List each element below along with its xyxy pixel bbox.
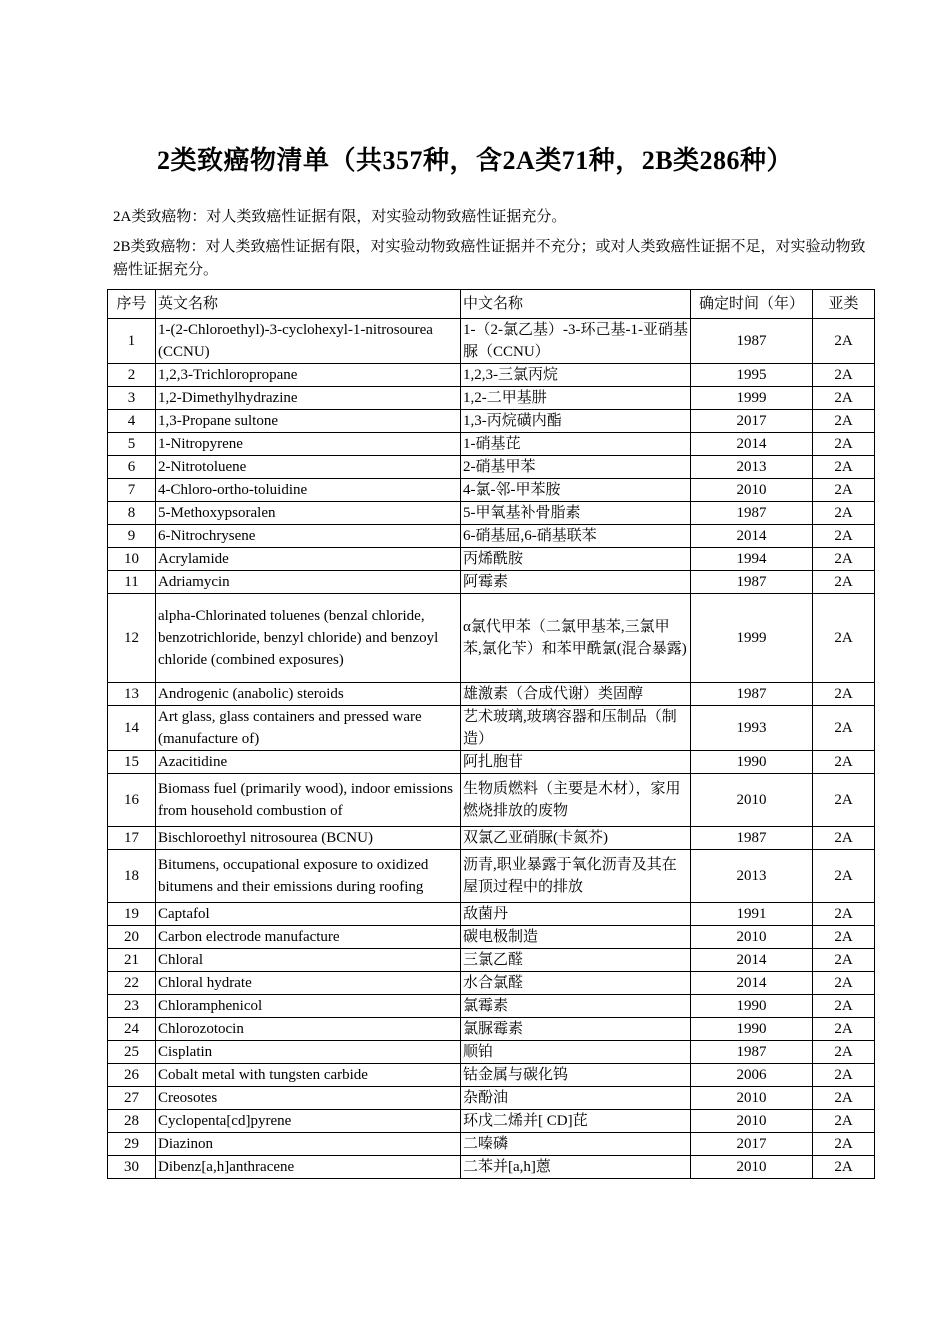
row-subclass: 2A	[813, 479, 875, 502]
row-english-name: 5-Methoxypsoralen	[156, 502, 461, 525]
row-english-name: 4-Chloro-ortho-toluidine	[156, 479, 461, 502]
row-number: 3	[108, 387, 156, 410]
row-english-name: Adriamycin	[156, 571, 461, 594]
row-subclass: 2A	[813, 433, 875, 456]
row-year: 1991	[691, 903, 813, 926]
row-subclass: 2A	[813, 1064, 875, 1087]
row-year: 2014	[691, 949, 813, 972]
row-number: 7	[108, 479, 156, 502]
row-year: 2010	[691, 926, 813, 949]
row-subclass: 2A	[813, 683, 875, 706]
table-row	[108, 571, 875, 594]
row-chinese-name: 环戊二烯并[ CD]芘	[461, 1110, 691, 1133]
row-chinese-name: 沥青,职业暴露于氧化沥青及其在屋顶过程中的排放	[461, 850, 691, 903]
table-row	[108, 364, 875, 387]
row-year: 1987	[691, 319, 813, 364]
row-chinese-name: α氯代甲苯（二氯甲基苯,三氯甲苯,氯化苄）和苯甲酰氯(混合暴露)	[461, 594, 691, 683]
row-english-name: 1,3-Propane sultone	[156, 410, 461, 433]
row-number: 27	[108, 1087, 156, 1110]
row-number: 20	[108, 926, 156, 949]
row-subclass: 2A	[813, 502, 875, 525]
table-row	[108, 479, 875, 502]
row-subclass: 2A	[813, 1133, 875, 1156]
row-subclass: 2A	[813, 410, 875, 433]
row-subclass: 2A	[813, 774, 875, 827]
row-year: 2013	[691, 850, 813, 903]
table-row	[108, 683, 875, 706]
row-subclass: 2A	[813, 1087, 875, 1110]
table-row	[108, 850, 875, 903]
row-year: 1987	[691, 827, 813, 850]
row-english-name: Creosotes	[156, 1087, 461, 1110]
table-row	[108, 502, 875, 525]
row-chinese-name: 阿扎胞苷	[461, 751, 691, 774]
row-chinese-name: 三氯乙醛	[461, 949, 691, 972]
row-subclass: 2A	[813, 456, 875, 479]
row-number: 21	[108, 949, 156, 972]
row-year: 2010	[691, 774, 813, 827]
row-number: 28	[108, 1110, 156, 1133]
table-row	[108, 827, 875, 850]
row-english-name: 1-Nitropyrene	[156, 433, 461, 456]
row-number: 17	[108, 827, 156, 850]
row-chinese-name: 1-（2-氯乙基）-3-环己基-1-亚硝基脲（CCNU）	[461, 319, 691, 364]
row-number: 23	[108, 995, 156, 1018]
row-english-name: Carbon electrode manufacture	[156, 926, 461, 949]
row-english-name: 1,2-Dimethylhydrazine	[156, 387, 461, 410]
row-number: 2	[108, 364, 156, 387]
row-number: 15	[108, 751, 156, 774]
row-year: 2014	[691, 972, 813, 995]
row-year: 2014	[691, 525, 813, 548]
row-year: 2010	[691, 1087, 813, 1110]
table-row	[108, 1156, 875, 1179]
table-row	[108, 387, 875, 410]
row-number: 11	[108, 571, 156, 594]
row-number: 19	[108, 903, 156, 926]
row-chinese-name: 生物质燃料（主要是木材），家用燃烧排放的废物	[461, 774, 691, 827]
row-chinese-name: 1,3-丙烷磺内酯	[461, 410, 691, 433]
row-english-name: 6-Nitrochrysene	[156, 525, 461, 548]
table-row	[108, 995, 875, 1018]
row-subclass: 2A	[813, 594, 875, 683]
row-chinese-name: 雄激素（合成代谢）类固醇	[461, 683, 691, 706]
row-number: 8	[108, 502, 156, 525]
row-english-name: Bischloroethyl nitrosourea (BCNU)	[156, 827, 461, 850]
row-subclass: 2A	[813, 387, 875, 410]
table-row	[108, 456, 875, 479]
row-subclass: 2A	[813, 548, 875, 571]
row-subclass: 2A	[813, 972, 875, 995]
row-number: 9	[108, 525, 156, 548]
row-chinese-name: 阿霉素	[461, 571, 691, 594]
row-chinese-name: 双氯乙亚硝脲(卡氮芥)	[461, 827, 691, 850]
row-chinese-name: 4-氯-邻-甲苯胺	[461, 479, 691, 502]
table-row	[108, 548, 875, 571]
row-chinese-name: 氯霉素	[461, 995, 691, 1018]
row-year: 2013	[691, 456, 813, 479]
row-number: 25	[108, 1041, 156, 1064]
row-number: 10	[108, 548, 156, 571]
table-row	[108, 1064, 875, 1087]
row-english-name: Azacitidine	[156, 751, 461, 774]
row-number: 1	[108, 319, 156, 364]
row-chinese-name: 二苯并[a,h]蒽	[461, 1156, 691, 1179]
row-english-name: 1,2,3-Trichloropropane	[156, 364, 461, 387]
row-number: 30	[108, 1156, 156, 1179]
table-row	[108, 525, 875, 548]
table-row	[108, 949, 875, 972]
row-chinese-name: 1-硝基芘	[461, 433, 691, 456]
row-year: 1990	[691, 1018, 813, 1041]
row-english-name: alpha-Chlorinated toluenes (benzal chloride, benzotrichloride, benzyl chloride) and benzoyl chloride (combined exposures)	[156, 594, 461, 683]
row-subclass: 2A	[813, 1041, 875, 1064]
row-subclass: 2A	[813, 1018, 875, 1041]
row-year: 1987	[691, 683, 813, 706]
table-row	[108, 926, 875, 949]
row-subclass: 2A	[813, 827, 875, 850]
row-english-name: Bitumens, occupational exposure to oxidized bitumens and their emissions during roofing	[156, 850, 461, 903]
row-chinese-name: 顺铂	[461, 1041, 691, 1064]
table-row	[108, 1041, 875, 1064]
row-year: 2010	[691, 1110, 813, 1133]
table-row	[108, 1018, 875, 1041]
row-english-name: Cobalt metal with tungsten carbide	[156, 1064, 461, 1087]
header-number: 序号	[108, 290, 156, 319]
table-row	[108, 319, 875, 364]
row-chinese-name: 水合氯醛	[461, 972, 691, 995]
row-year: 1994	[691, 548, 813, 571]
row-number: 6	[108, 456, 156, 479]
row-number: 18	[108, 850, 156, 903]
table-row	[108, 972, 875, 995]
row-subclass: 2A	[813, 995, 875, 1018]
table-row	[108, 706, 875, 751]
row-chinese-name: 艺术玻璃,玻璃容器和压制品（制造）	[461, 706, 691, 751]
row-chinese-name: 氯脲霉素	[461, 1018, 691, 1041]
row-chinese-name: 1,2,3-三氯丙烷	[461, 364, 691, 387]
table-row	[108, 751, 875, 774]
table-row	[108, 410, 875, 433]
row-english-name: Chloramphenicol	[156, 995, 461, 1018]
row-subclass: 2A	[813, 364, 875, 387]
carcinogen-table	[107, 289, 875, 1179]
row-year: 1987	[691, 1041, 813, 1064]
table-header-row	[108, 290, 875, 319]
header-subclass: 亚类	[813, 290, 875, 319]
row-subclass: 2A	[813, 571, 875, 594]
row-english-name: Acrylamide	[156, 548, 461, 571]
row-chinese-name: 钴金属与碳化钨	[461, 1064, 691, 1087]
row-english-name: Chlorozotocin	[156, 1018, 461, 1041]
row-year: 2014	[691, 433, 813, 456]
row-year: 1993	[691, 706, 813, 751]
header-english-name: 英文名称	[156, 290, 461, 319]
row-subclass: 2A	[813, 949, 875, 972]
definition-2b: 2B类致癌物：对人类致癌性证据有限，对实验动物致癌性证据并不充分；或对人类致癌性证据不足，对实验动物致癌性证据充分。	[113, 239, 866, 278]
row-subclass: 2A	[813, 751, 875, 774]
page-title: 2类致癌物清单（共357种，含2A类71种，2B类286种）	[156, 146, 794, 175]
row-number: 16	[108, 774, 156, 827]
row-number: 26	[108, 1064, 156, 1087]
row-chinese-name: 碳电极制造	[461, 926, 691, 949]
row-english-name: Dibenz[a,h]anthracene	[156, 1156, 461, 1179]
row-subclass: 2A	[813, 319, 875, 364]
row-english-name: Chloral hydrate	[156, 972, 461, 995]
row-english-name: 2-Nitrotoluene	[156, 456, 461, 479]
row-subclass: 2A	[813, 926, 875, 949]
row-year: 1987	[691, 571, 813, 594]
row-english-name: Cisplatin	[156, 1041, 461, 1064]
row-chinese-name: 2-硝基甲苯	[461, 456, 691, 479]
row-english-name: Diazinon	[156, 1133, 461, 1156]
row-chinese-name: 1,2-二甲基肼	[461, 387, 691, 410]
table-row	[108, 1133, 875, 1156]
table-row	[108, 903, 875, 926]
table-row	[108, 594, 875, 683]
row-number: 12	[108, 594, 156, 683]
row-year: 2010	[691, 1156, 813, 1179]
row-subclass: 2A	[813, 1110, 875, 1133]
row-subclass: 2A	[813, 850, 875, 903]
row-chinese-name: 杂酚油	[461, 1087, 691, 1110]
row-english-name: Biomass fuel (primarily wood), indoor emissions from household combustion of	[156, 774, 461, 827]
row-english-name: Androgenic (anabolic) steroids	[156, 683, 461, 706]
row-subclass: 2A	[813, 1156, 875, 1179]
row-chinese-name: 6-硝基屈,6-硝基联苯	[461, 525, 691, 548]
row-chinese-name: 丙烯酰胺	[461, 548, 691, 571]
row-number: 22	[108, 972, 156, 995]
row-year: 2017	[691, 1133, 813, 1156]
row-english-name: Captafol	[156, 903, 461, 926]
row-year: 1995	[691, 364, 813, 387]
table-row	[108, 1087, 875, 1110]
header-chinese-name: 中文名称	[461, 290, 691, 319]
row-year: 1999	[691, 594, 813, 683]
row-chinese-name: 5-甲氧基补骨脂素	[461, 502, 691, 525]
row-year: 1987	[691, 502, 813, 525]
header-year: 确定时间（年）	[691, 290, 813, 319]
row-year: 2006	[691, 1064, 813, 1087]
table-row	[108, 1110, 875, 1133]
row-year: 2017	[691, 410, 813, 433]
row-year: 1990	[691, 751, 813, 774]
row-chinese-name: 二嗪磷	[461, 1133, 691, 1156]
row-chinese-name: 敌菌丹	[461, 903, 691, 926]
row-number: 29	[108, 1133, 156, 1156]
definition-2a: 2A类致癌物：对人类致癌性证据有限，对实验动物致癌性证据充分。	[113, 209, 567, 225]
row-year: 1999	[691, 387, 813, 410]
row-english-name: Art glass, glass containers and pressed ware (manufacture of)	[156, 706, 461, 751]
row-number: 13	[108, 683, 156, 706]
row-subclass: 2A	[813, 525, 875, 548]
row-year: 2010	[691, 479, 813, 502]
row-number: 14	[108, 706, 156, 751]
row-subclass: 2A	[813, 706, 875, 751]
table-row	[108, 433, 875, 456]
row-english-name: Chloral	[156, 949, 461, 972]
table-row	[108, 774, 875, 827]
row-number: 5	[108, 433, 156, 456]
row-english-name: Cyclopenta[cd]pyrene	[156, 1110, 461, 1133]
row-subclass: 2A	[813, 903, 875, 926]
row-number: 4	[108, 410, 156, 433]
row-number: 24	[108, 1018, 156, 1041]
row-english-name: 1-(2-Chloroethyl)-3-cyclohexyl-1-nitrosourea (CCNU)	[156, 319, 461, 364]
row-year: 1990	[691, 995, 813, 1018]
